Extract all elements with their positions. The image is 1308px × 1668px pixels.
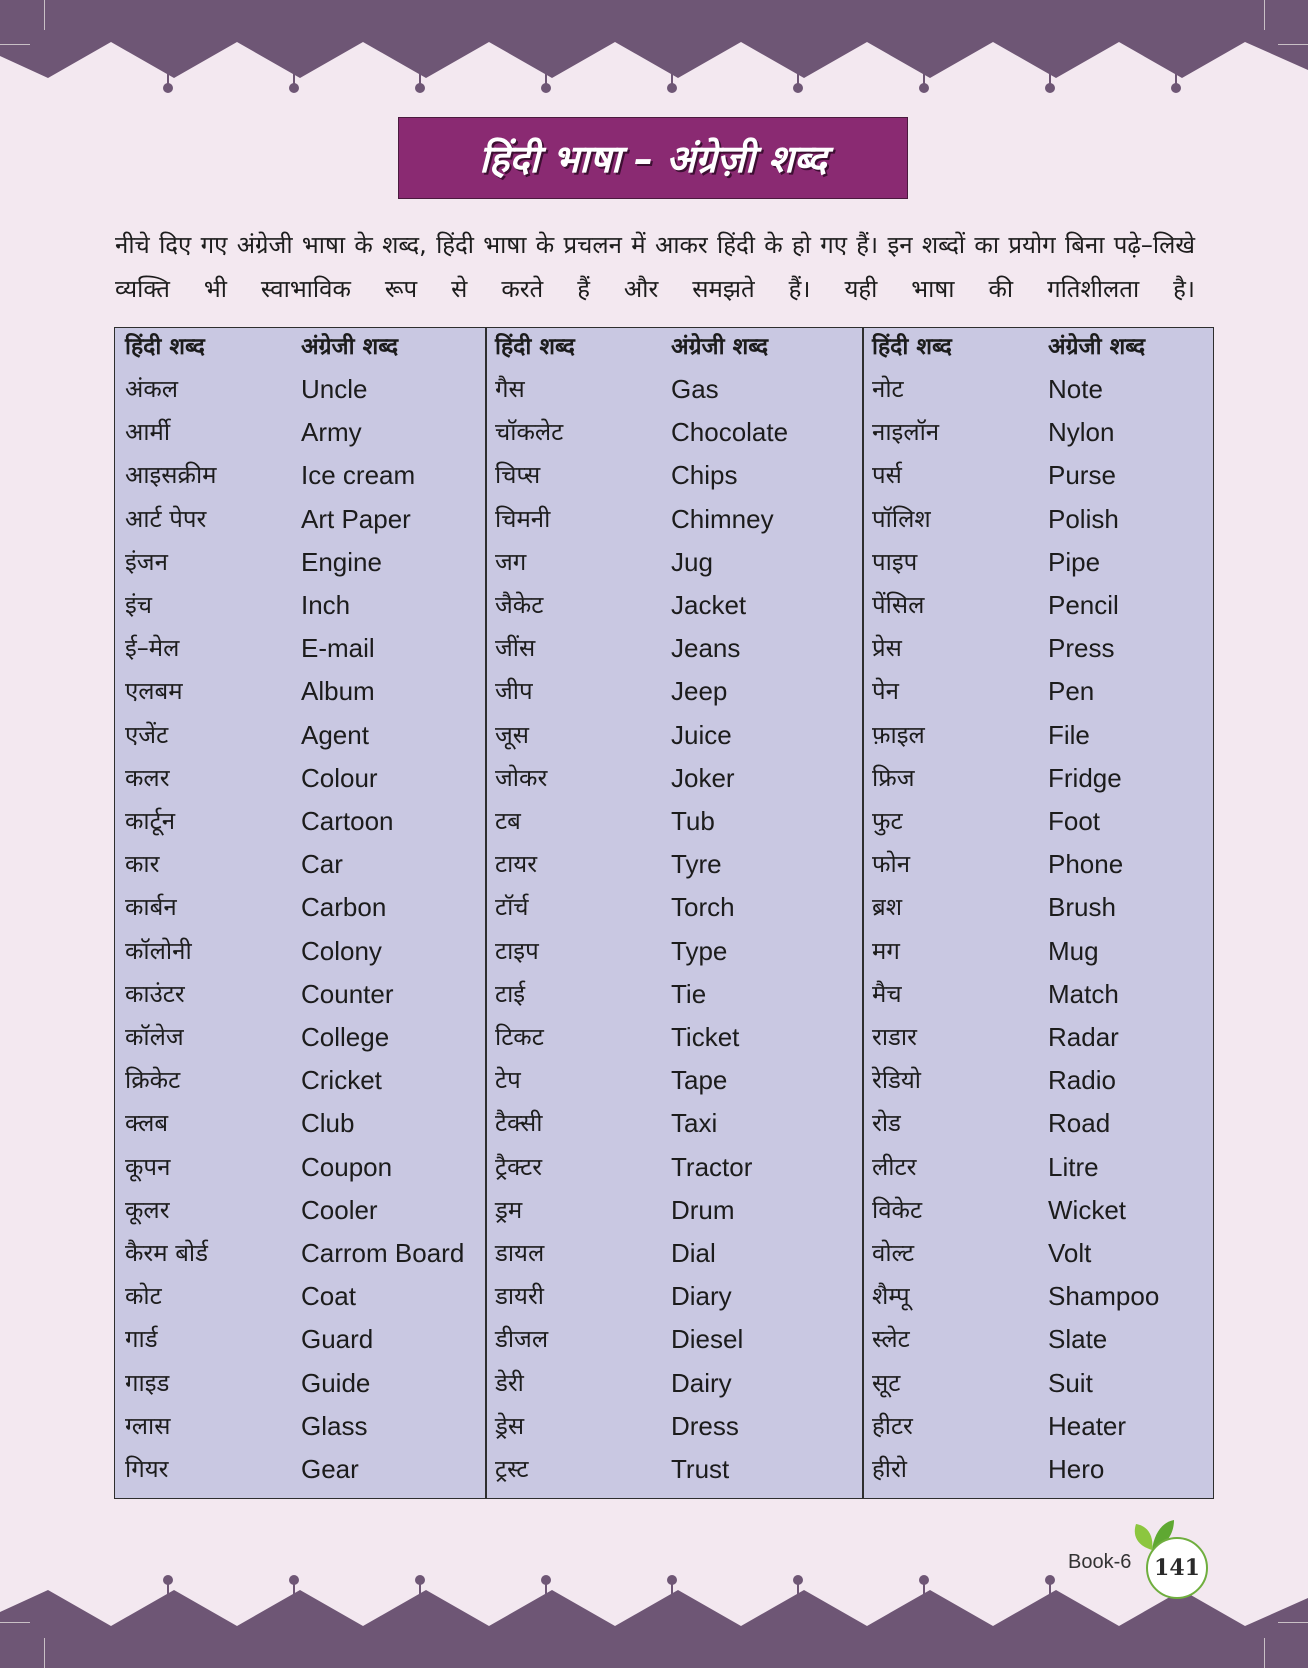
hindi-word-cell: गियर xyxy=(125,1455,169,1483)
crop-mark xyxy=(44,1638,45,1668)
english-word-cell: Tape xyxy=(671,1065,728,1095)
english-word-cell: Jacket xyxy=(671,590,747,620)
english-word-cell: Pencil xyxy=(1048,590,1119,620)
english-word-cell: Gas xyxy=(671,374,719,404)
column-divider xyxy=(862,328,864,1498)
hindi-word-cell: फ्रिज xyxy=(872,764,915,792)
header-english-word: अंग्रेजी शब्द xyxy=(1048,334,1146,360)
hindi-word-cell: कोट xyxy=(125,1282,162,1310)
english-word-cell: Cartoon xyxy=(301,806,394,836)
hindi-word-cell: टेप xyxy=(495,1066,521,1094)
hindi-word-cell: गाइड xyxy=(125,1369,170,1397)
english-word-cell: Club xyxy=(301,1108,355,1138)
english-word-cell: Chips xyxy=(671,460,738,490)
english-word-cell: Guard xyxy=(301,1324,374,1354)
hindi-word-cell: नोट xyxy=(872,375,904,403)
english-word-cell: Joker xyxy=(671,763,735,793)
hindi-word-cell: जींस xyxy=(495,634,536,662)
english-word-cell: Nylon xyxy=(1048,417,1115,447)
hindi-word-cell: कलर xyxy=(125,764,170,792)
english-word-cell: Wicket xyxy=(1048,1195,1126,1225)
hindi-word-cell: टॉर्च xyxy=(495,893,529,921)
hindi-word-cell: काउंटर xyxy=(125,980,185,1008)
english-word-cell: Inch xyxy=(301,590,351,620)
english-word-cell: Radio xyxy=(1048,1065,1116,1095)
hindi-word-cell: चॉकलेट xyxy=(495,418,564,446)
header-english-word: अंग्रेजी शब्द xyxy=(671,334,769,360)
english-word-cell: Agent xyxy=(301,720,369,750)
hindi-word-cell: कैरम बोर्ड xyxy=(125,1239,208,1267)
hindi-word-cell: डीजल xyxy=(495,1325,549,1353)
english-word-cell: Volt xyxy=(1048,1238,1092,1268)
bottom-zigzag-band xyxy=(0,1590,1308,1668)
english-word-cell: Tie xyxy=(671,979,707,1009)
crop-mark xyxy=(1278,1622,1308,1623)
english-word-cell: Slate xyxy=(1048,1324,1108,1354)
hindi-word-cell: वोल्ट xyxy=(872,1239,915,1267)
hindi-word-cell: पाइप xyxy=(872,548,918,576)
english-word-cell: Note xyxy=(1048,374,1103,404)
english-word-cell: Diesel xyxy=(671,1324,744,1354)
hindi-word-cell: टब xyxy=(495,807,521,835)
hindi-word-cell: आर्मी xyxy=(125,418,171,446)
hindi-word-cell: एलबम xyxy=(125,677,183,705)
hindi-word-cell: ड्रेस xyxy=(495,1412,525,1440)
english-word-cell: Road xyxy=(1048,1108,1111,1138)
english-word-cell: Colour xyxy=(301,763,378,793)
hindi-word-cell: रोड xyxy=(872,1109,901,1137)
hindi-word-cell: डायल xyxy=(495,1239,545,1267)
english-word-cell: Album xyxy=(301,676,375,706)
english-word-cell: Dairy xyxy=(671,1368,732,1398)
hindi-word-cell: जीप xyxy=(495,677,533,705)
hindi-word-cell: कार xyxy=(125,850,160,878)
crop-mark xyxy=(1278,44,1308,45)
hindi-word-cell: चिप्स xyxy=(495,461,541,489)
english-word-cell: Car xyxy=(301,849,343,879)
hindi-word-cell: जैकेट xyxy=(495,591,544,619)
english-word-cell: Carrom Board xyxy=(301,1238,465,1268)
hindi-word-cell: चिमनी xyxy=(495,505,551,533)
english-word-cell: Guide xyxy=(301,1368,371,1398)
hindi-word-cell: पॉलिश xyxy=(872,505,931,533)
hindi-word-cell: टैक्सी xyxy=(495,1109,543,1137)
hindi-word-cell: कॉलेज xyxy=(125,1023,184,1051)
english-word-cell: Trust xyxy=(671,1454,730,1484)
english-word-cell: Colony xyxy=(301,936,382,966)
hindi-word-cell: कूपन xyxy=(125,1153,171,1181)
english-word-cell: Coupon xyxy=(301,1152,393,1182)
english-word-cell: Carbon xyxy=(301,892,387,922)
english-word-cell: Jeans xyxy=(671,633,741,663)
english-word-cell: Coat xyxy=(301,1281,356,1311)
english-word-cell: E-mail xyxy=(301,633,375,663)
hindi-word-cell: गार्ड xyxy=(125,1325,158,1353)
english-word-cell: Glass xyxy=(301,1411,368,1441)
hindi-word-cell: इंच xyxy=(125,591,153,619)
english-word-cell: Dial xyxy=(671,1238,716,1268)
english-word-cell: Gear xyxy=(301,1454,359,1484)
english-word-cell: Heater xyxy=(1048,1411,1127,1441)
hindi-word-cell: विकेट xyxy=(872,1196,923,1224)
hindi-word-cell: टिकट xyxy=(495,1023,544,1051)
hindi-word-cell: गैस xyxy=(495,375,525,403)
english-word-cell: Dress xyxy=(671,1411,739,1441)
english-word-cell: Radar xyxy=(1048,1022,1119,1052)
hindi-word-cell: कूलर xyxy=(125,1196,170,1224)
top-zigzag-band xyxy=(0,0,1308,78)
english-word-cell: Press xyxy=(1048,633,1115,663)
english-word-cell: Litre xyxy=(1048,1152,1099,1182)
hindi-word-cell: डायरी xyxy=(495,1282,545,1310)
header-hindi-word: हिंदी शब्द xyxy=(495,334,575,360)
bottom-banner xyxy=(0,1568,1308,1668)
hindi-word-cell: टायर xyxy=(495,850,538,878)
english-word-cell: Chocolate xyxy=(671,417,789,447)
page-title: हिंदी भाषा – अंग्रेज़ी शब्द xyxy=(479,137,827,181)
column-divider xyxy=(485,328,487,1498)
english-word-cell: College xyxy=(301,1022,390,1052)
hindi-word-cell: ट्रस्ट xyxy=(495,1455,529,1483)
english-word-cell: Match xyxy=(1048,979,1119,1009)
english-word-cell: Torch xyxy=(671,892,735,922)
english-word-cell: Diary xyxy=(671,1281,732,1311)
hindi-word-cell: कार्बन xyxy=(125,893,177,921)
hindi-word-cell: कॉलोनी xyxy=(125,937,192,965)
english-word-cell: File xyxy=(1048,720,1090,750)
english-word-cell: Mug xyxy=(1048,936,1099,966)
english-word-cell: Brush xyxy=(1048,892,1116,922)
english-word-cell: Army xyxy=(301,417,362,447)
hindi-word-cell: राडार xyxy=(872,1023,917,1051)
hindi-word-cell: रेडियो xyxy=(872,1066,922,1094)
english-word-cell: Counter xyxy=(301,979,394,1009)
hindi-word-cell: फोन xyxy=(872,850,911,878)
english-word-cell: Drum xyxy=(671,1195,735,1225)
hindi-word-cell: ड्रम xyxy=(495,1196,523,1224)
english-word-cell: Jeep xyxy=(671,676,728,706)
hindi-word-cell: फ़ाइल xyxy=(872,721,925,749)
hindi-word-cell: ट्रैक्टर xyxy=(495,1153,543,1181)
intro-paragraph: नीचे दिए गए अंग्रेजी भाषा के शब्द, हिंदी भाषा के प्रचलन में आकर हिंदी के हो गए हैं। इन शब्दों का प्रयोग बिना पढ़े–लिखे व्यक्ति भी स्वाभाविक रूप से करते हैं और समझते हैं। यही भाषा की गतिशीलता है। xyxy=(115,231,1195,303)
english-word-cell: Jug xyxy=(671,547,713,577)
english-word-cell: Cricket xyxy=(301,1065,382,1095)
hindi-word-cell: नाइलॉन xyxy=(872,418,940,446)
english-word-cell: Taxi xyxy=(671,1108,718,1138)
english-word-cell: Polish xyxy=(1048,504,1119,534)
hindi-word-cell: एजेंट xyxy=(125,721,169,749)
english-word-cell: Purse xyxy=(1048,460,1116,490)
hindi-word-cell: मग xyxy=(872,937,900,965)
english-word-cell: Tub xyxy=(671,806,715,836)
english-word-cell: Chimney xyxy=(671,504,774,534)
hindi-word-cell: शैम्पू xyxy=(872,1282,910,1310)
hindi-word-cell: सूट xyxy=(872,1369,901,1397)
hindi-word-cell: मैच xyxy=(872,980,902,1008)
hindi-word-cell: जोकर xyxy=(495,764,548,792)
hindi-word-cell: लीटर xyxy=(872,1153,917,1181)
english-word-cell: Ice cream xyxy=(301,460,416,490)
hindi-word-cell: क्लब xyxy=(125,1109,169,1137)
english-word-cell: Pipe xyxy=(1048,547,1101,577)
english-word-cell: Pen xyxy=(1048,676,1095,706)
hindi-word-cell: कार्टून xyxy=(125,807,176,835)
english-word-cell: Engine xyxy=(301,547,382,577)
english-word-cell: Phone xyxy=(1048,849,1124,879)
page-number: 141 xyxy=(1154,1555,1200,1581)
hindi-word-cell: क्रिकेट xyxy=(125,1066,181,1094)
english-word-cell: Ticket xyxy=(671,1022,740,1052)
hindi-word-cell: टाई xyxy=(495,980,526,1008)
crop-mark xyxy=(0,1622,30,1623)
word-table xyxy=(114,327,1214,1499)
header-hindi-word: हिंदी शब्द xyxy=(872,334,952,360)
hindi-word-cell: आइसक्रीम xyxy=(125,461,217,489)
hindi-word-cell: हीरो xyxy=(872,1455,907,1483)
hindi-word-cell: टाइप xyxy=(495,937,539,965)
english-word-cell: Suit xyxy=(1048,1368,1093,1398)
header-english-word: अंग्रेजी शब्द xyxy=(301,334,399,360)
hindi-word-cell: अंकल xyxy=(125,375,179,403)
english-word-cell: Uncle xyxy=(301,374,368,404)
hindi-word-cell: हीटर xyxy=(872,1412,913,1440)
hindi-word-cell: पेन xyxy=(872,677,899,705)
english-word-cell: Cooler xyxy=(301,1195,378,1225)
english-word-cell: Fridge xyxy=(1048,763,1122,793)
hindi-word-cell: इंजन xyxy=(125,548,168,576)
top-banner xyxy=(0,0,1308,110)
crop-mark xyxy=(0,44,30,45)
english-word-cell: Hero xyxy=(1048,1454,1105,1484)
hindi-word-cell: ई–मेल xyxy=(125,634,180,662)
english-word-cell: Tyre xyxy=(671,849,722,879)
hindi-word-cell: जूस xyxy=(495,721,530,749)
english-word-cell: Type xyxy=(671,936,728,966)
hindi-word-cell: पेंसिल xyxy=(872,591,925,619)
page-number-badge xyxy=(1146,1537,1208,1599)
english-word-cell: Tractor xyxy=(671,1152,753,1182)
book-label: Book-6 xyxy=(1068,1551,1132,1573)
english-word-cell: Art Paper xyxy=(301,504,411,534)
crop-mark xyxy=(1264,1638,1265,1668)
hindi-word-cell: स्लेट xyxy=(872,1325,910,1353)
hindi-word-cell: आर्ट पेपर xyxy=(125,505,207,533)
crop-mark xyxy=(1264,0,1265,30)
hindi-word-cell: प्रेस xyxy=(872,634,902,662)
hindi-word-cell: ब्रश xyxy=(872,893,903,921)
hindi-word-cell: फुट xyxy=(872,807,903,835)
hindi-word-cell: ग्लास xyxy=(125,1412,171,1440)
title-box xyxy=(398,117,908,199)
english-word-cell: Foot xyxy=(1048,806,1101,836)
hindi-word-cell: डेरी xyxy=(495,1369,524,1397)
english-word-cell: Juice xyxy=(671,720,732,750)
hindi-word-cell: जग xyxy=(495,548,527,576)
english-word-cell: Shampoo xyxy=(1048,1281,1160,1311)
header-hindi-word: हिंदी शब्द xyxy=(125,334,205,360)
crop-mark xyxy=(44,0,45,30)
hindi-word-cell: पर्स xyxy=(872,461,902,489)
